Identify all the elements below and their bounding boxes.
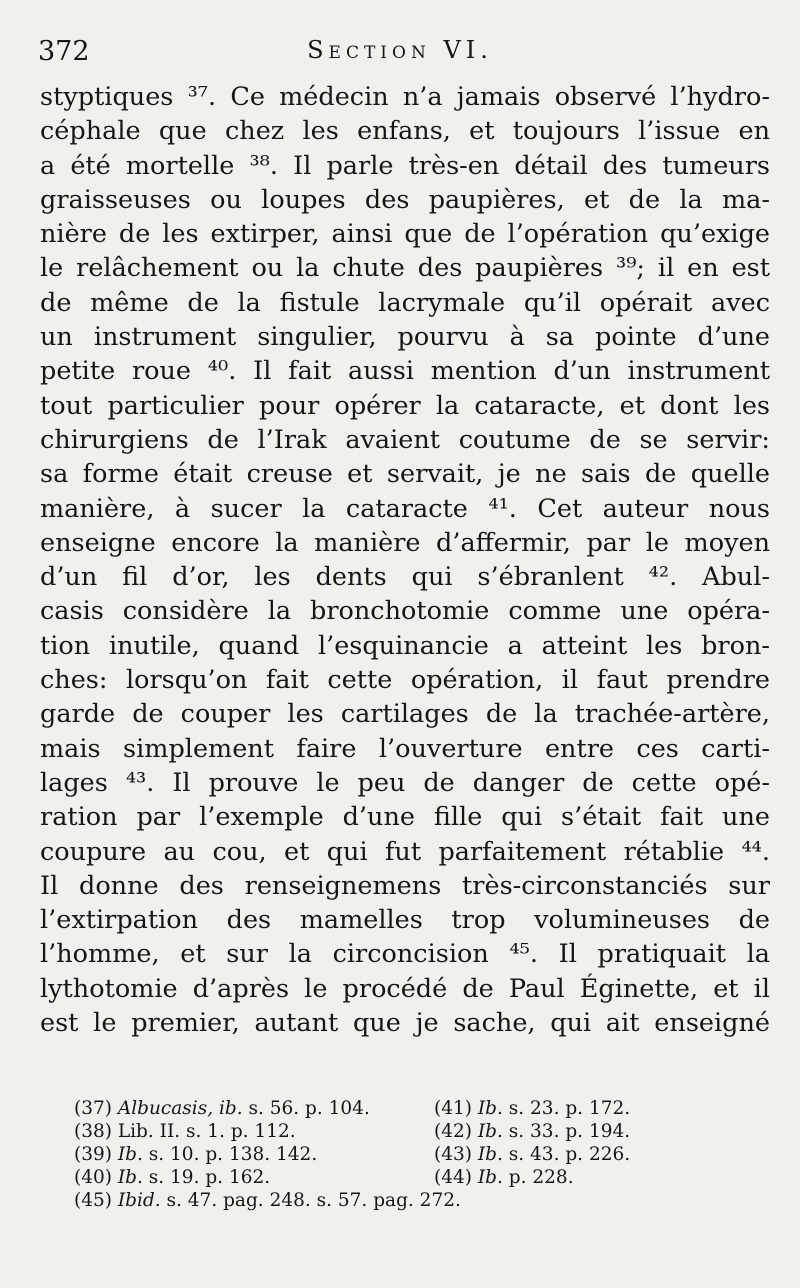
text-line: mais simplement faire l’ouverture entre ces carti- — [40, 733, 770, 764]
footnote — [74, 1189, 674, 1212]
page-number: 372 — [38, 36, 90, 67]
footnote-row — [74, 1120, 674, 1143]
footnote — [434, 1166, 674, 1189]
footnote-number: (43) — [434, 1144, 478, 1165]
footnote-location: p. 228. — [508, 1167, 574, 1188]
footnote-number: (40) — [74, 1167, 118, 1188]
text-line: céphale que chez les enfans, et toujours l’issue en — [40, 116, 770, 147]
footnote-location: s. 47. pag. 248. s. 57. pag. 272. — [166, 1190, 461, 1211]
footnote-number: (39) — [74, 1144, 118, 1165]
footnote-row — [74, 1166, 674, 1189]
footnote — [74, 1166, 434, 1189]
footnote-location: s. 10. p. 138. 142. — [148, 1144, 318, 1165]
text-line: ration par l’exemple d’une fille qui s’était fait une — [40, 802, 770, 833]
footnote — [74, 1143, 434, 1166]
text-line: coupure au cou, et qui fut parfaitement rétablie ⁴⁴. — [40, 836, 770, 867]
footnote-number: (42) — [434, 1121, 478, 1142]
footnote-number: (44) — [434, 1167, 478, 1188]
footnote — [434, 1097, 674, 1120]
text-line: est le premier, autant que je sache, qui ait enseigné — [40, 1008, 770, 1039]
text-line: garde de couper les cartilages de la trachée-artère, — [40, 699, 770, 730]
footnote-reference: Ib. — [477, 1098, 509, 1119]
text-line: tout particulier pour opérer la cataracte, et dont les — [40, 390, 770, 421]
footnote-reference: Ibid. — [117, 1190, 167, 1211]
page-header — [38, 30, 762, 74]
footnote-location: s. 33. p. 194. — [508, 1121, 631, 1142]
text-line: Il donne des renseignemens très-circonstanciés sur — [40, 870, 770, 901]
text-line: lythotomie d’après le procédé de Paul Éginette, et il — [40, 973, 770, 1004]
text-line: casis considère la bronchotomie comme une opéra- — [40, 596, 770, 627]
footnote-number: (41) — [434, 1098, 478, 1119]
text-line: de même de la fistule lacrymale qu’il opérait avec — [40, 287, 770, 318]
text-line: styptiques ³⁷. Ce médecin n’a jamais observé l’hydro- — [40, 82, 770, 112]
footnote-number: (45) — [74, 1190, 118, 1211]
text-line: manière, à sucer la cataracte ⁴¹. Cet auteur nous — [40, 493, 770, 524]
text-line: l’homme, et sur la circoncision ⁴⁵. Il pratiquait la — [40, 939, 770, 970]
text-line: graisseuses ou loupes des paupières, et de la ma- — [40, 184, 770, 215]
text-line: l’extirpation des mamelles trop volumineuses de — [40, 905, 770, 936]
footnote — [434, 1120, 674, 1143]
footnote-location: s. 19. p. 162. — [148, 1167, 271, 1188]
footnote-location: Lib. II. s. 1. p. 112. — [117, 1121, 296, 1142]
footnote-location: s. 23. p. 172. — [508, 1098, 631, 1119]
running-head: Section VI. — [307, 36, 493, 64]
footnote-reference: Albucasis, ib. — [117, 1098, 249, 1119]
footnotes — [74, 1097, 674, 1212]
footnote-number: (38) — [74, 1121, 118, 1142]
footnote-reference: Ib. — [477, 1144, 509, 1165]
footnote — [74, 1120, 434, 1143]
footnote — [74, 1097, 434, 1120]
text-line: a été mortelle ³⁸. Il parle très-en détail des tumeurs — [40, 150, 770, 181]
footnote-reference: Ib. — [117, 1144, 149, 1165]
text-line: chirurgiens de l’Irak avaient coutume de se servir: — [40, 424, 770, 455]
footnote — [434, 1143, 674, 1166]
footnote-row — [74, 1189, 674, 1212]
footnote-reference: Ib. — [117, 1167, 149, 1188]
body-text — [40, 80, 770, 1040]
footnote-row — [74, 1097, 674, 1120]
footnote-reference: Ib. — [477, 1167, 509, 1188]
text-line: nière de les extirper, ainsi que de l’opération qu’exige — [40, 219, 770, 250]
text-line: petite roue ⁴⁰. Il fait aussi mention d’un instrument — [40, 356, 770, 387]
footnote-number: (37) — [74, 1098, 118, 1119]
text-line: le relâchement ou la chute des paupières ³⁹; il en est — [40, 253, 770, 284]
text-line: tion inutile, quand l’esquinancie a atteint les bron- — [40, 630, 770, 661]
text-line: sa forme était creuse et servait, je ne sais de quelle — [40, 459, 770, 490]
footnote-reference: Ib. — [477, 1121, 509, 1142]
footnote-location: s. 43. p. 226. — [508, 1144, 631, 1165]
footnote-location: s. 56. p. 104. — [248, 1098, 370, 1119]
text-line: un instrument singulier, pourvu à sa pointe d’une — [40, 322, 770, 353]
text-line: d’un fil d’or, les dents qui s’ébranlent ⁴². Abul- — [40, 562, 770, 593]
text-line: ches: lorsqu’on fait cette opération, il faut prendre — [40, 665, 770, 696]
text-line: enseigne encore la manière d’affermir, par le moyen — [40, 527, 770, 558]
footnote-row — [74, 1143, 674, 1166]
text-line: lages ⁴³. Il prouve le peu de danger de cette opé- — [40, 767, 770, 798]
